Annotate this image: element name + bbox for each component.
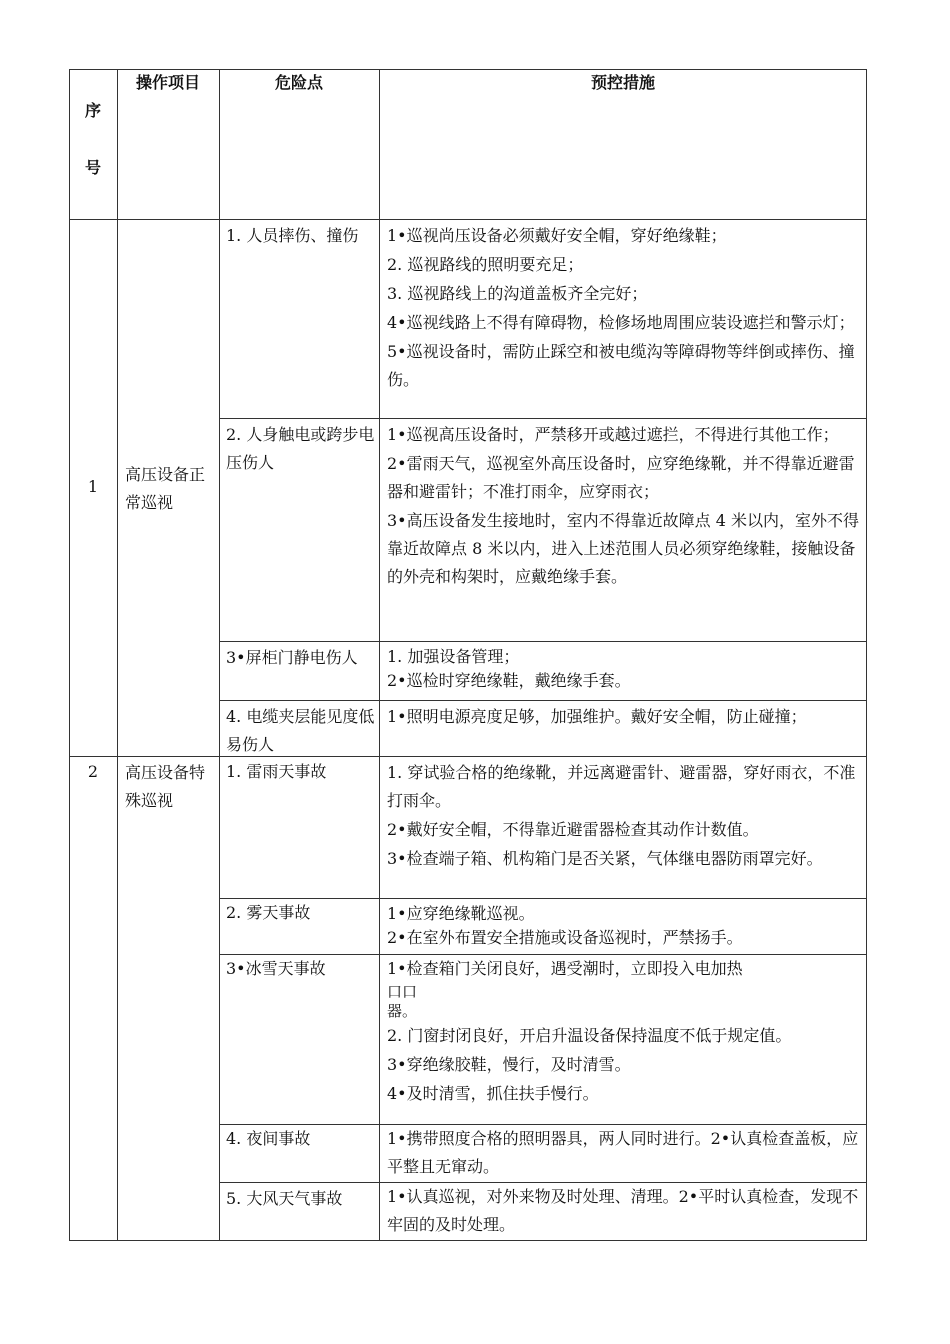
measures-cell	[387, 703, 863, 756]
hazard-cell: 4. 电缆夹层能见度低易伤人	[226, 707, 375, 754]
measures-cell	[387, 222, 863, 417]
group-divider	[69, 756, 867, 757]
measure-item: 3•穿绝缘胶鞋，慢行，及时清雪。	[387, 1055, 631, 1074]
measure-item: 4•巡视线路上不得有障碍物，检修场地周围应装设遮拦和警示灯；	[387, 313, 855, 332]
hazard-cell: 2. 雾天事故	[226, 903, 311, 922]
measure-item: 1. 穿试验合格的绝缘靴，并远离避雷针、避雷器，穿好雨衣，不准打雨伞。	[387, 763, 856, 810]
row-divider	[219, 641, 867, 642]
measure-item: 5•巡视设备时，需防止踩空和被电缆沟等障碍物等绊倒或摔伤、撞伤。	[387, 342, 855, 389]
header-seq	[69, 83, 117, 197]
table-border-right	[866, 69, 867, 1241]
header-item: 操作项目	[135, 73, 200, 92]
measure-item: 2•在室外布置安全措施或设备巡视时，严禁扬手。	[387, 928, 743, 947]
measure-item: 2•戴好安全帽，不得靠近避雷器检查其动作计数值。	[387, 820, 759, 839]
table-border-bottom	[69, 1240, 867, 1241]
hazard-cell: 1. 雷雨天事故	[226, 762, 327, 781]
header-seq-line1: 序	[84, 101, 101, 120]
group-1-seq: 1	[87, 477, 99, 496]
measure-item: 2•雷雨天气，巡视室外高压设备时，应穿绝缘靴，并不得靠近避雷器和避雷针；不准打雨伞，应穿雨衣；	[387, 454, 855, 501]
measure-item: 1•携带照度合格的照明器具，两人同时进行。2•认真检查盖板，应平整且无窜动。	[387, 1129, 859, 1176]
measure-item: 3•检查端子箱、机构箱门是否关紧，气体继电器防雨罩完好。	[387, 849, 823, 868]
group-2-item: 高压设备特殊巡视	[125, 763, 206, 810]
measures-cell	[387, 1125, 863, 1181]
measure-item: 3•高压设备发生接地时，室内不得靠近故障点 4 米以内，室外不得靠近故障点 8 米以内，进入上述范围人员必须穿绝缘鞋，接触设备的外壳和构架时，应戴绝缘手套。	[387, 511, 859, 586]
measures-cell	[387, 902, 863, 953]
measure-item: 1•检查箱门关闭良好，遇受潮时，立即投入电加热	[387, 959, 743, 978]
header-divider	[69, 219, 867, 220]
header-hazard: 危险点	[274, 73, 323, 92]
measures-cell	[387, 759, 863, 897]
measure-item: 4•及时清雪，抓住扶手慢行。	[387, 1084, 599, 1103]
hazard-cell: 3•冰雪天事故	[226, 959, 326, 978]
hazard-cell: 4. 夜间事故	[226, 1129, 311, 1148]
measure-item: 1•应穿绝缘靴巡视。	[387, 904, 535, 923]
column-divider	[219, 69, 220, 1241]
hazard-cell: 2. 人身触电或跨步电压伤人	[226, 425, 375, 472]
measure-item: 口口	[387, 983, 418, 1001]
measure-item: 器。	[387, 1002, 418, 1020]
measure-item: 2. 门窗封闭良好，开启升温设备保持温度不低于规定值。	[387, 1026, 792, 1045]
measure-item: 3. 巡视路线上的沟道盖板齐全完好；	[387, 284, 648, 303]
measure-item: 1•巡视高压设备时，严禁移开或越过遮拦，不得进行其他工作；	[387, 425, 839, 444]
measure-item: 1. 加强设备管理；	[387, 647, 520, 666]
group-1-item: 高压设备正常巡视	[125, 465, 206, 512]
row-divider	[219, 700, 867, 701]
hazard-cell: 1. 人员摔伤、撞伤	[226, 226, 359, 245]
measures-cell	[387, 1183, 863, 1239]
measures-cell	[387, 955, 863, 1123]
safety-measures-table	[69, 69, 867, 1241]
measure-item: 1•巡视尚压设备必须戴好安全帽，穿好绝缘鞋；	[387, 226, 727, 245]
hazard-cell: 3•屏柜门静电伤人	[226, 648, 358, 667]
measures-cell	[387, 645, 863, 699]
measure-item: 1•认真巡视，对外来物及时处理、清理。2•平时认真检查，发现不牢固的及时处理。	[387, 1187, 859, 1234]
column-divider	[117, 69, 118, 1241]
hazard-cell: 5. 大风天气事故	[226, 1189, 343, 1208]
measure-item: 1•照明电源亮度足够，加强维护。戴好安全帽，防止碰撞；	[387, 707, 807, 726]
table-border-left	[69, 69, 70, 1241]
measures-cell	[387, 421, 863, 640]
header-measures: 预控措施	[590, 73, 655, 92]
column-divider	[379, 69, 380, 1241]
header-seq-line2: 号	[84, 158, 101, 177]
row-divider	[219, 418, 867, 419]
measure-item: 2•巡检时穿绝缘鞋，戴绝缘手套。	[387, 671, 631, 690]
measure-item: 2. 巡视路线的照明要充足；	[387, 255, 584, 274]
group-2-seq: 2	[87, 762, 99, 781]
